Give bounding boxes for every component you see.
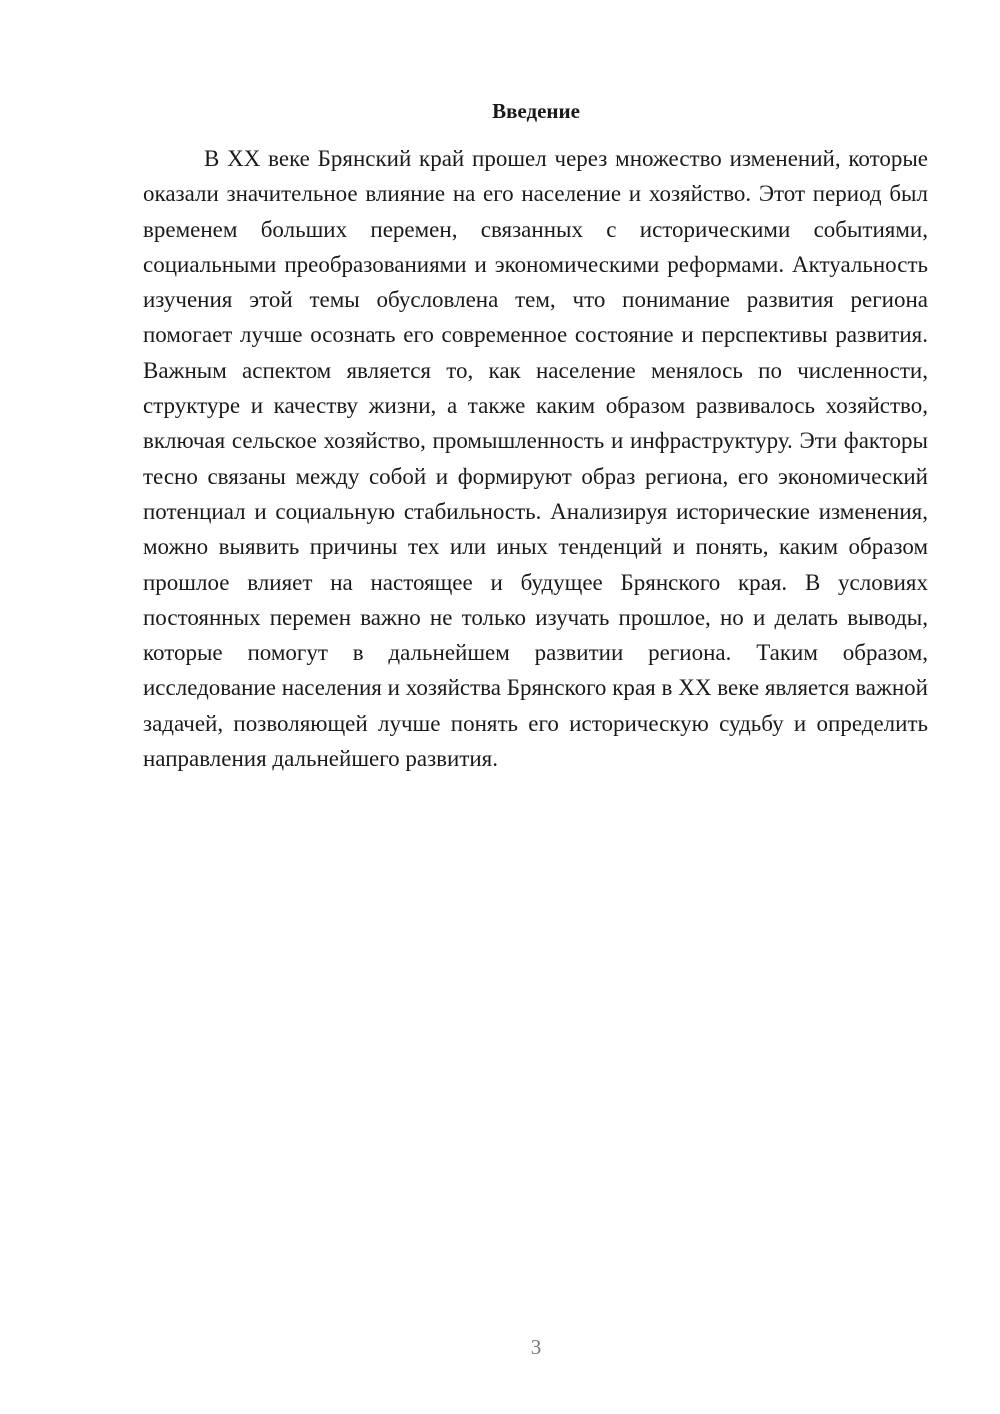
page-number: 3 xyxy=(530,1335,542,1359)
section-heading: Введение xyxy=(492,99,580,123)
introduction-paragraph: В XX веке Брянский край прошел через множество изменений, которые оказали значительное влияние на его население и хозяйство. Этот период был временем больших перемен, связанных с историческими событиями, социальными преобразованиями и экономическими реформами. Актуальность изучения этой темы обусловлена тем, что понимание развития региона помогает лучше осознать его современное состояние и перспективы развития. Важным аспектом является то, как население менялось по численности, структуре и качеству жизни, а также каким образом развивалось хозяйство, включая сельское хозяйство, промышленность и инфраструктуру. Эти факторы тесно связаны между собой и формируют образ региона, его экономический потенциал и социальную стабильность. Анализируя исторические изменения, можно выявить причины тех или иных тенденций и понять, каким образом прошлое влияет на настоящее и будущее Брянского края. В условиях постоянных перемен важно не только изучать прошлое, но и делать выводы, которые помогут в дальнейшем развитии региона. Таким образом, исследование населения и хозяйства Брянского края в XX веке является важной задачей, позволяющей лучше понять его историческую судьбу и определить направления дальнейшего развития. xyxy=(143,146,928,772)
